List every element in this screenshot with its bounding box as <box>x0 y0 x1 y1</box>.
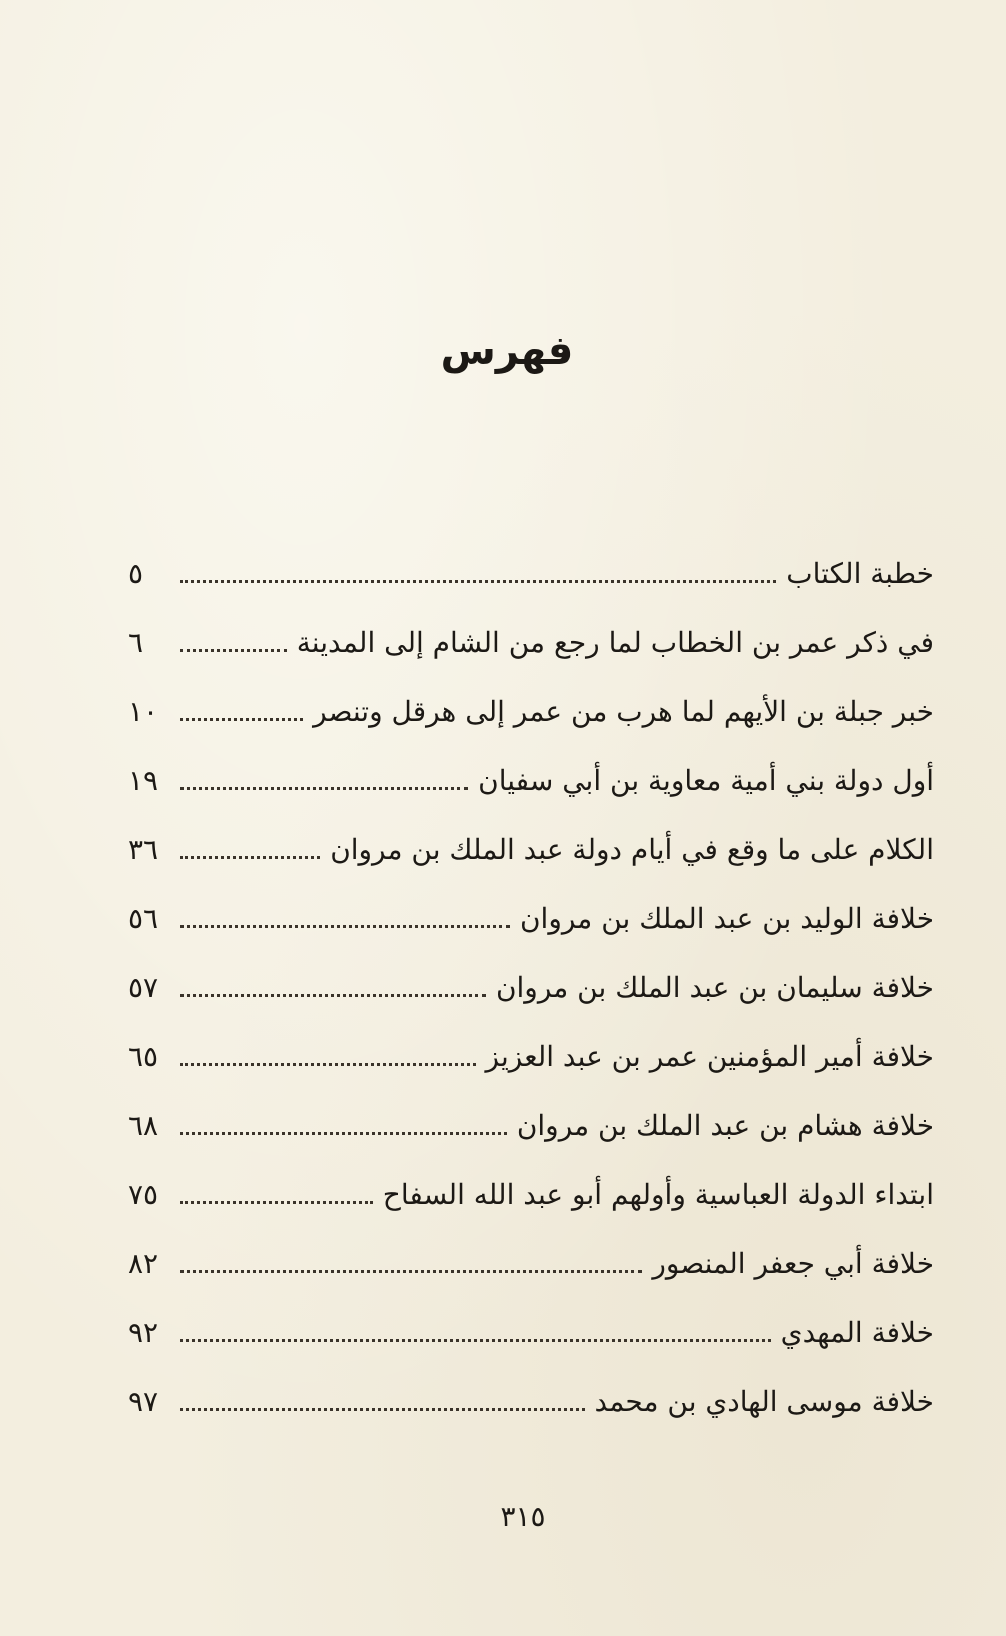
toc-entry <box>128 1282 934 1351</box>
toc-entry <box>128 1213 934 1282</box>
toc-entry-page: ٨٢ <box>128 1246 159 1280</box>
toc-entry <box>128 661 934 730</box>
toc-entry-page: ٦ <box>128 625 144 659</box>
toc-entry-page: ٧٥ <box>128 1177 159 1211</box>
toc-entry-title: خطبة الكتاب <box>786 556 934 590</box>
toc-entry-page: ٥٧ <box>128 970 159 1004</box>
dot-leader <box>180 994 486 997</box>
toc-entry-page: ٦٥ <box>128 1039 159 1073</box>
toc-entry-page: ٥٦ <box>128 901 159 935</box>
dot-leader <box>180 1270 642 1273</box>
toc-entry-title: خلافة المهدي <box>780 1315 934 1349</box>
dot-leader <box>180 1339 771 1342</box>
toc-entry <box>128 937 934 1006</box>
toc-entry-title: ابتداء الدولة العباسية وأولهم أبو عبد الله السفاح <box>382 1177 934 1211</box>
toc-entry-title: خلافة أبي جعفر المنصور <box>652 1246 934 1280</box>
dot-leader <box>180 1132 507 1135</box>
toc-entry-page: ٣٦ <box>128 832 159 866</box>
toc-entry-title: خلافة سليمان بن عبد الملك بن مروان <box>495 970 934 1004</box>
toc-entry <box>128 1144 934 1213</box>
dot-leader <box>180 649 287 652</box>
table-of-contents <box>128 523 934 1420</box>
toc-entry-page: ٥ <box>128 556 144 590</box>
toc-entry <box>128 1075 934 1144</box>
page-number: ٣١٥ <box>500 1500 546 1533</box>
dot-leader <box>180 718 303 721</box>
toc-entry-title: الكلام على ما وقع في أيام دولة عبد الملك بن مروان <box>330 832 934 866</box>
dot-leader <box>180 1408 585 1411</box>
dot-leader <box>180 1063 476 1066</box>
dot-leader <box>180 580 776 583</box>
toc-entry-title: خلافة موسى الهادي بن محمد <box>594 1384 934 1418</box>
toc-entry-title: خلافة الوليد بن عبد الملك بن مروان <box>519 901 934 935</box>
toc-entry <box>128 1006 934 1075</box>
toc-entry <box>128 1351 934 1420</box>
toc-entry <box>128 592 934 661</box>
dot-leader <box>180 925 510 928</box>
toc-entry-page: ١٠ <box>128 694 159 728</box>
toc-entry-title: أول دولة بني أمية معاوية بن أبي سفيان <box>478 763 934 797</box>
page-title: فهرس <box>440 328 574 374</box>
toc-entry-title: في ذكر عمر بن الخطاب لما رجع من الشام إلى المدينة <box>296 625 934 659</box>
toc-entry-page: ١٩ <box>128 763 159 797</box>
dot-leader <box>180 1201 373 1204</box>
dot-leader <box>180 787 468 790</box>
toc-entry-page: ٦٨ <box>128 1108 159 1142</box>
dot-leader <box>180 856 320 859</box>
toc-entry <box>128 523 934 592</box>
toc-entry <box>128 868 934 937</box>
toc-entry <box>128 730 934 799</box>
toc-entry-page: ٩٢ <box>128 1315 159 1349</box>
toc-entry-title: خلافة هشام بن عبد الملك بن مروان <box>516 1108 934 1142</box>
toc-entry-title: خلافة أمير المؤمنين عمر بن عبد العزيز <box>485 1039 934 1073</box>
toc-entry <box>128 799 934 868</box>
toc-entry-title: خبر جبلة بن الأيهم لما هرب من عمر إلى هرقل وتنصر <box>313 694 934 728</box>
toc-entry-page: ٩٧ <box>128 1384 159 1418</box>
